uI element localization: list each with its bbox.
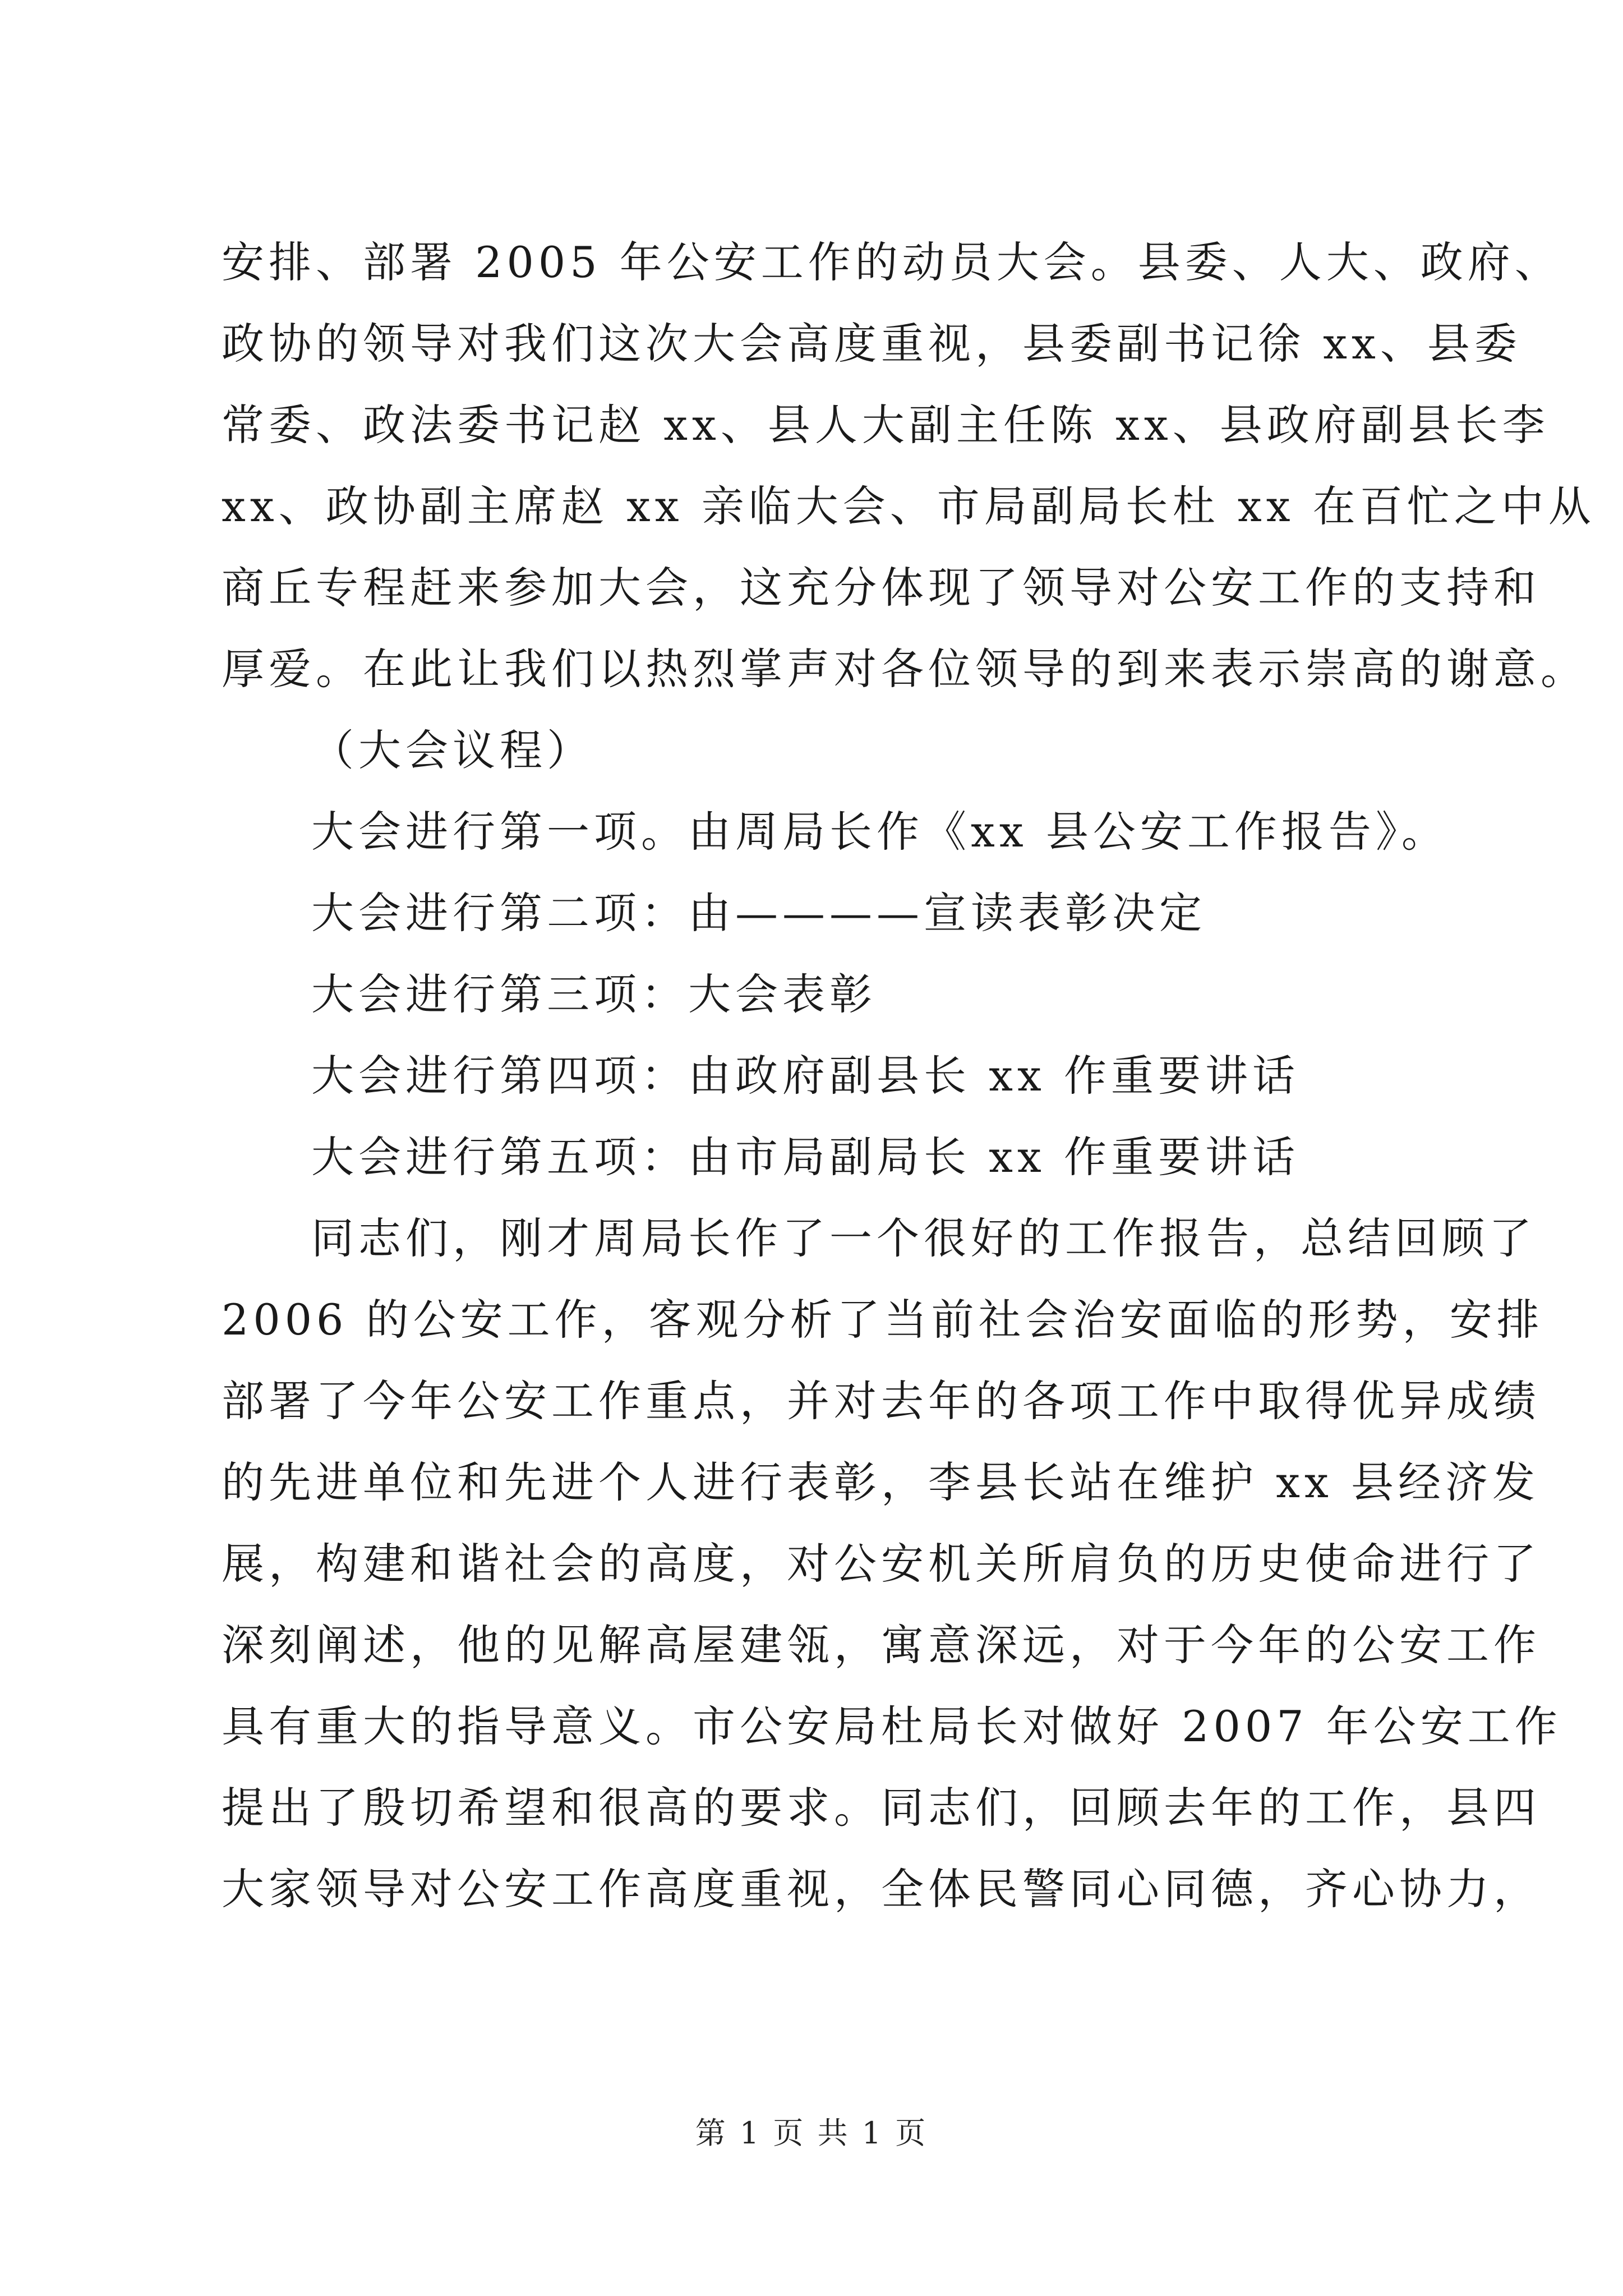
- body-line-2: 政协的领导对我们这次大会高度重视，县委副书记徐 xx、县委: [222, 319, 1521, 369]
- paragraph-line-9: 大家领导对公安工作高度重视，全体民警同心同德，齐心协力，: [222, 1864, 1541, 1914]
- paragraph-line-5: 展，构建和谐社会的高度，对公安机关所肩负的历史使命进行了: [222, 1539, 1541, 1589]
- body-line-1: 安排、部署 2005 年公安工作的动员大会。县委、人大、政府、: [222, 237, 1562, 287]
- page-number-label: 第 1 页 共 1 页: [695, 2115, 928, 2151]
- page-footer: [0, 2109, 1623, 2152]
- body-line-3: 常委、政法委书记赵 xx、县人大副主任陈 xx、县政府副县长李: [222, 400, 1550, 450]
- agenda-item-4: 大会进行第四项：由政府副县长 xx 作重要讲话: [311, 1051, 1300, 1101]
- paragraph-line-3: 部署了今年公安工作重点，并对去年的各项工作中取得优异成绩: [222, 1376, 1541, 1426]
- body-line-6: 厚爱。在此让我们以热烈掌声对各位领导的到来表示崇高的谢意。: [222, 644, 1588, 694]
- paragraph-line-1: 同志们，刚才周局长作了一个很好的工作报告，总结回顾了: [311, 1213, 1536, 1263]
- agenda-heading: （大会议程）: [311, 725, 594, 775]
- paragraph-line-8: 提出了殷切希望和很高的要求。同志们，回顾去年的工作，县四: [222, 1783, 1541, 1833]
- document-body: [222, 222, 1596, 1930]
- paragraph-line-7: 具有重大的指导意义。市公安局杜局长对做好 2007 年公安工作: [222, 1701, 1562, 1751]
- paragraph-line-4: 的先进单位和先进个人进行表彰，李县长站在维护 xx 县经济发: [222, 1457, 1540, 1507]
- paragraph-line-2: 2006 的公安工作，客观分析了当前社会治安面临的形势，安排: [222, 1295, 1544, 1345]
- agenda-item-5: 大会进行第五项：由市局副局长 xx 作重要讲话: [311, 1132, 1300, 1182]
- agenda-item-1: 大会进行第一项。由周局长作《xx 县公安工作报告》。: [311, 807, 1449, 857]
- agenda-item-2: 大会进行第二项：由————宣读表彰决定: [311, 888, 1206, 938]
- body-line-4: xx、政协副主席赵 xx 亲临大会、市局副局长杜 xx 在百忙之中从: [222, 481, 1596, 531]
- paragraph-line-6: 深刻阐述，他的见解高屋建瓴，寓意深远，对于今年的公安工作: [222, 1620, 1541, 1670]
- body-line-5: 商丘专程赶来参加大会，这充分体现了领导对公安工作的支持和: [222, 563, 1541, 613]
- agenda-item-3: 大会进行第三项：大会表彰: [311, 969, 877, 1019]
